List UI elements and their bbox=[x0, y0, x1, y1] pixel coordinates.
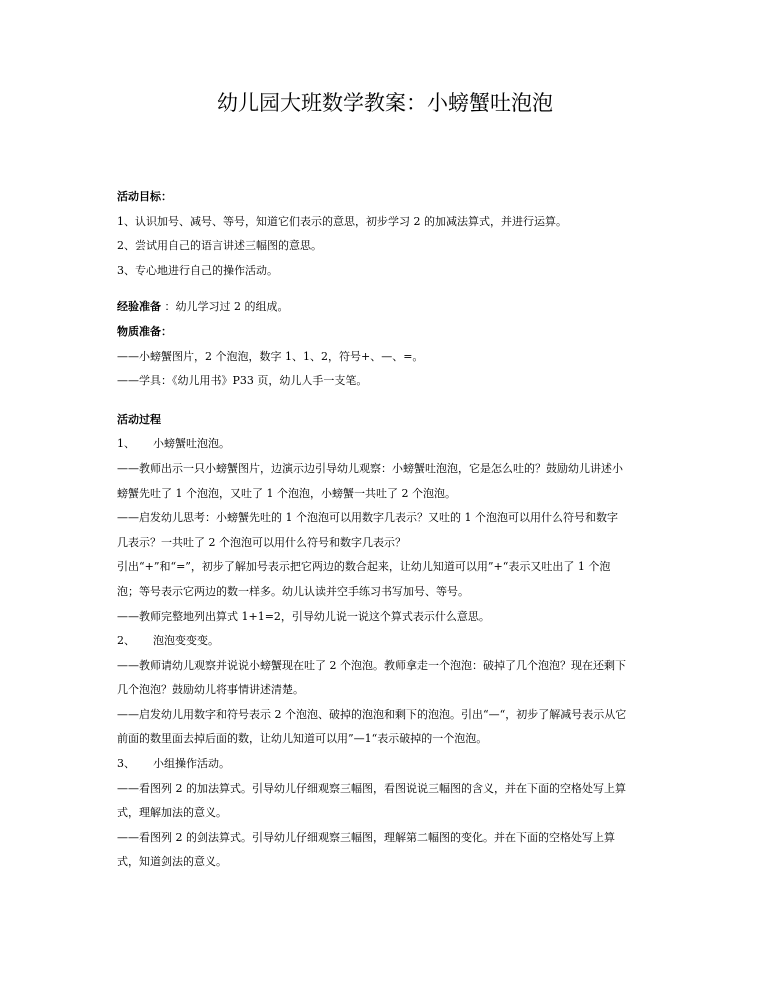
process-line: ——教师完整地列出算式 1+1=2，引导幼儿说一说这个算式表示什么意思。 bbox=[117, 609, 490, 623]
experience-text: ：幼儿学习过 2 的组成。 bbox=[161, 300, 289, 314]
process-line: 几个泡泡？鼓励幼儿将事情讲述清楚。 bbox=[117, 683, 304, 697]
goal-item: 2、尝试用自己的语言讲述三幅图的意思。 bbox=[117, 239, 322, 253]
experience-label: 经验准备 bbox=[117, 300, 161, 314]
process-line: 螃蟹先吐了 1 个泡泡，又吐了 1 个泡泡，小螃蟹一共吐了 2 个泡泡。 bbox=[117, 486, 456, 500]
process-line: ——启发幼儿用数字和符号表示 2 个泡泡、破掉的泡泡和剩下的泡泡。引出“—“，初步了解减号表示从它 bbox=[117, 707, 627, 721]
goal-item: 3、专心地进行自己的操作活动。 bbox=[117, 263, 278, 277]
process-step-heading: 2、 泡泡变变变。 bbox=[117, 634, 219, 648]
process-line: 几表示？一共吐了 2 个泡泡可以用什么符号和数字几表示？ bbox=[117, 535, 406, 549]
process-step-heading: 1、 小螃蟹吐泡泡。 bbox=[117, 437, 230, 451]
process-line: ——看图列 2 的加法算式。引导幼儿仔细观察三幅图，看图说说三幅图的含义，并在下面的空格处写上算 bbox=[117, 781, 626, 795]
experience-prep bbox=[117, 295, 662, 320]
document-body bbox=[117, 185, 662, 875]
goal-item: 1、认识加号、减号、等号，知道它们表示的意思，初步学习 2 的加减法算式，并进行运算。 bbox=[117, 214, 567, 228]
process-line: 泡；等号表示它两边的数一样多。幼儿认读并空手练习书写加号、等号。 bbox=[117, 584, 469, 598]
goals-heading: 活动目标： bbox=[117, 190, 172, 203]
process-line: ——启发幼儿思考：小螃蟹先吐的 1 个泡泡可以用数字几表示？又吐的 1 个泡泡可以用什么符号和数字 bbox=[117, 511, 618, 525]
process-line: 前面的数里面去掉后面的数，让幼儿知道可以用”—1“表示破掉的一个泡泡。 bbox=[117, 732, 488, 746]
process-line: ——教师请幼儿观察并说说小螃蟹现在吐了 2 个泡泡。教师拿走一个泡泡：破掉了几个泡泡？现在还剩下 bbox=[117, 658, 626, 672]
document-title: 幼儿园大班数学教案：小螃蟹吐泡泡 bbox=[217, 91, 553, 115]
material-heading: 物质准备： bbox=[117, 324, 172, 338]
process-line: 式，理解加法的意义。 bbox=[117, 806, 227, 820]
process-line: 式，知道剑法的意义。 bbox=[117, 855, 227, 869]
process-step-heading: 3、 小组操作活动。 bbox=[117, 757, 230, 771]
process-line: ——看图列 2 的剑法算式。引导幼儿仔细观察三幅图，理解第二幅图的变化。并在下面的空格处写上算 bbox=[117, 830, 615, 844]
process-heading: 活动过程 bbox=[117, 412, 161, 426]
process-line: 引出“+”和“=”，初步了解加号表示把它两边的数合起来，让幼儿知道可以用”+“表示又吐出了 1 个泡 bbox=[117, 560, 611, 574]
process-line: ——教师出示一只小螃蟹图片，边演示边引导幼儿观察：小螃蟹吐泡泡，它是怎么吐的？鼓励幼儿讲述小 bbox=[117, 461, 623, 475]
material-item: ——小螃蟹图片，2 个泡泡，数字 1、1、2，符号+、—、=。 bbox=[117, 349, 424, 363]
material-item: ——学具：《幼儿用书》P33 页，幼儿人手一支笔。 bbox=[117, 374, 368, 388]
